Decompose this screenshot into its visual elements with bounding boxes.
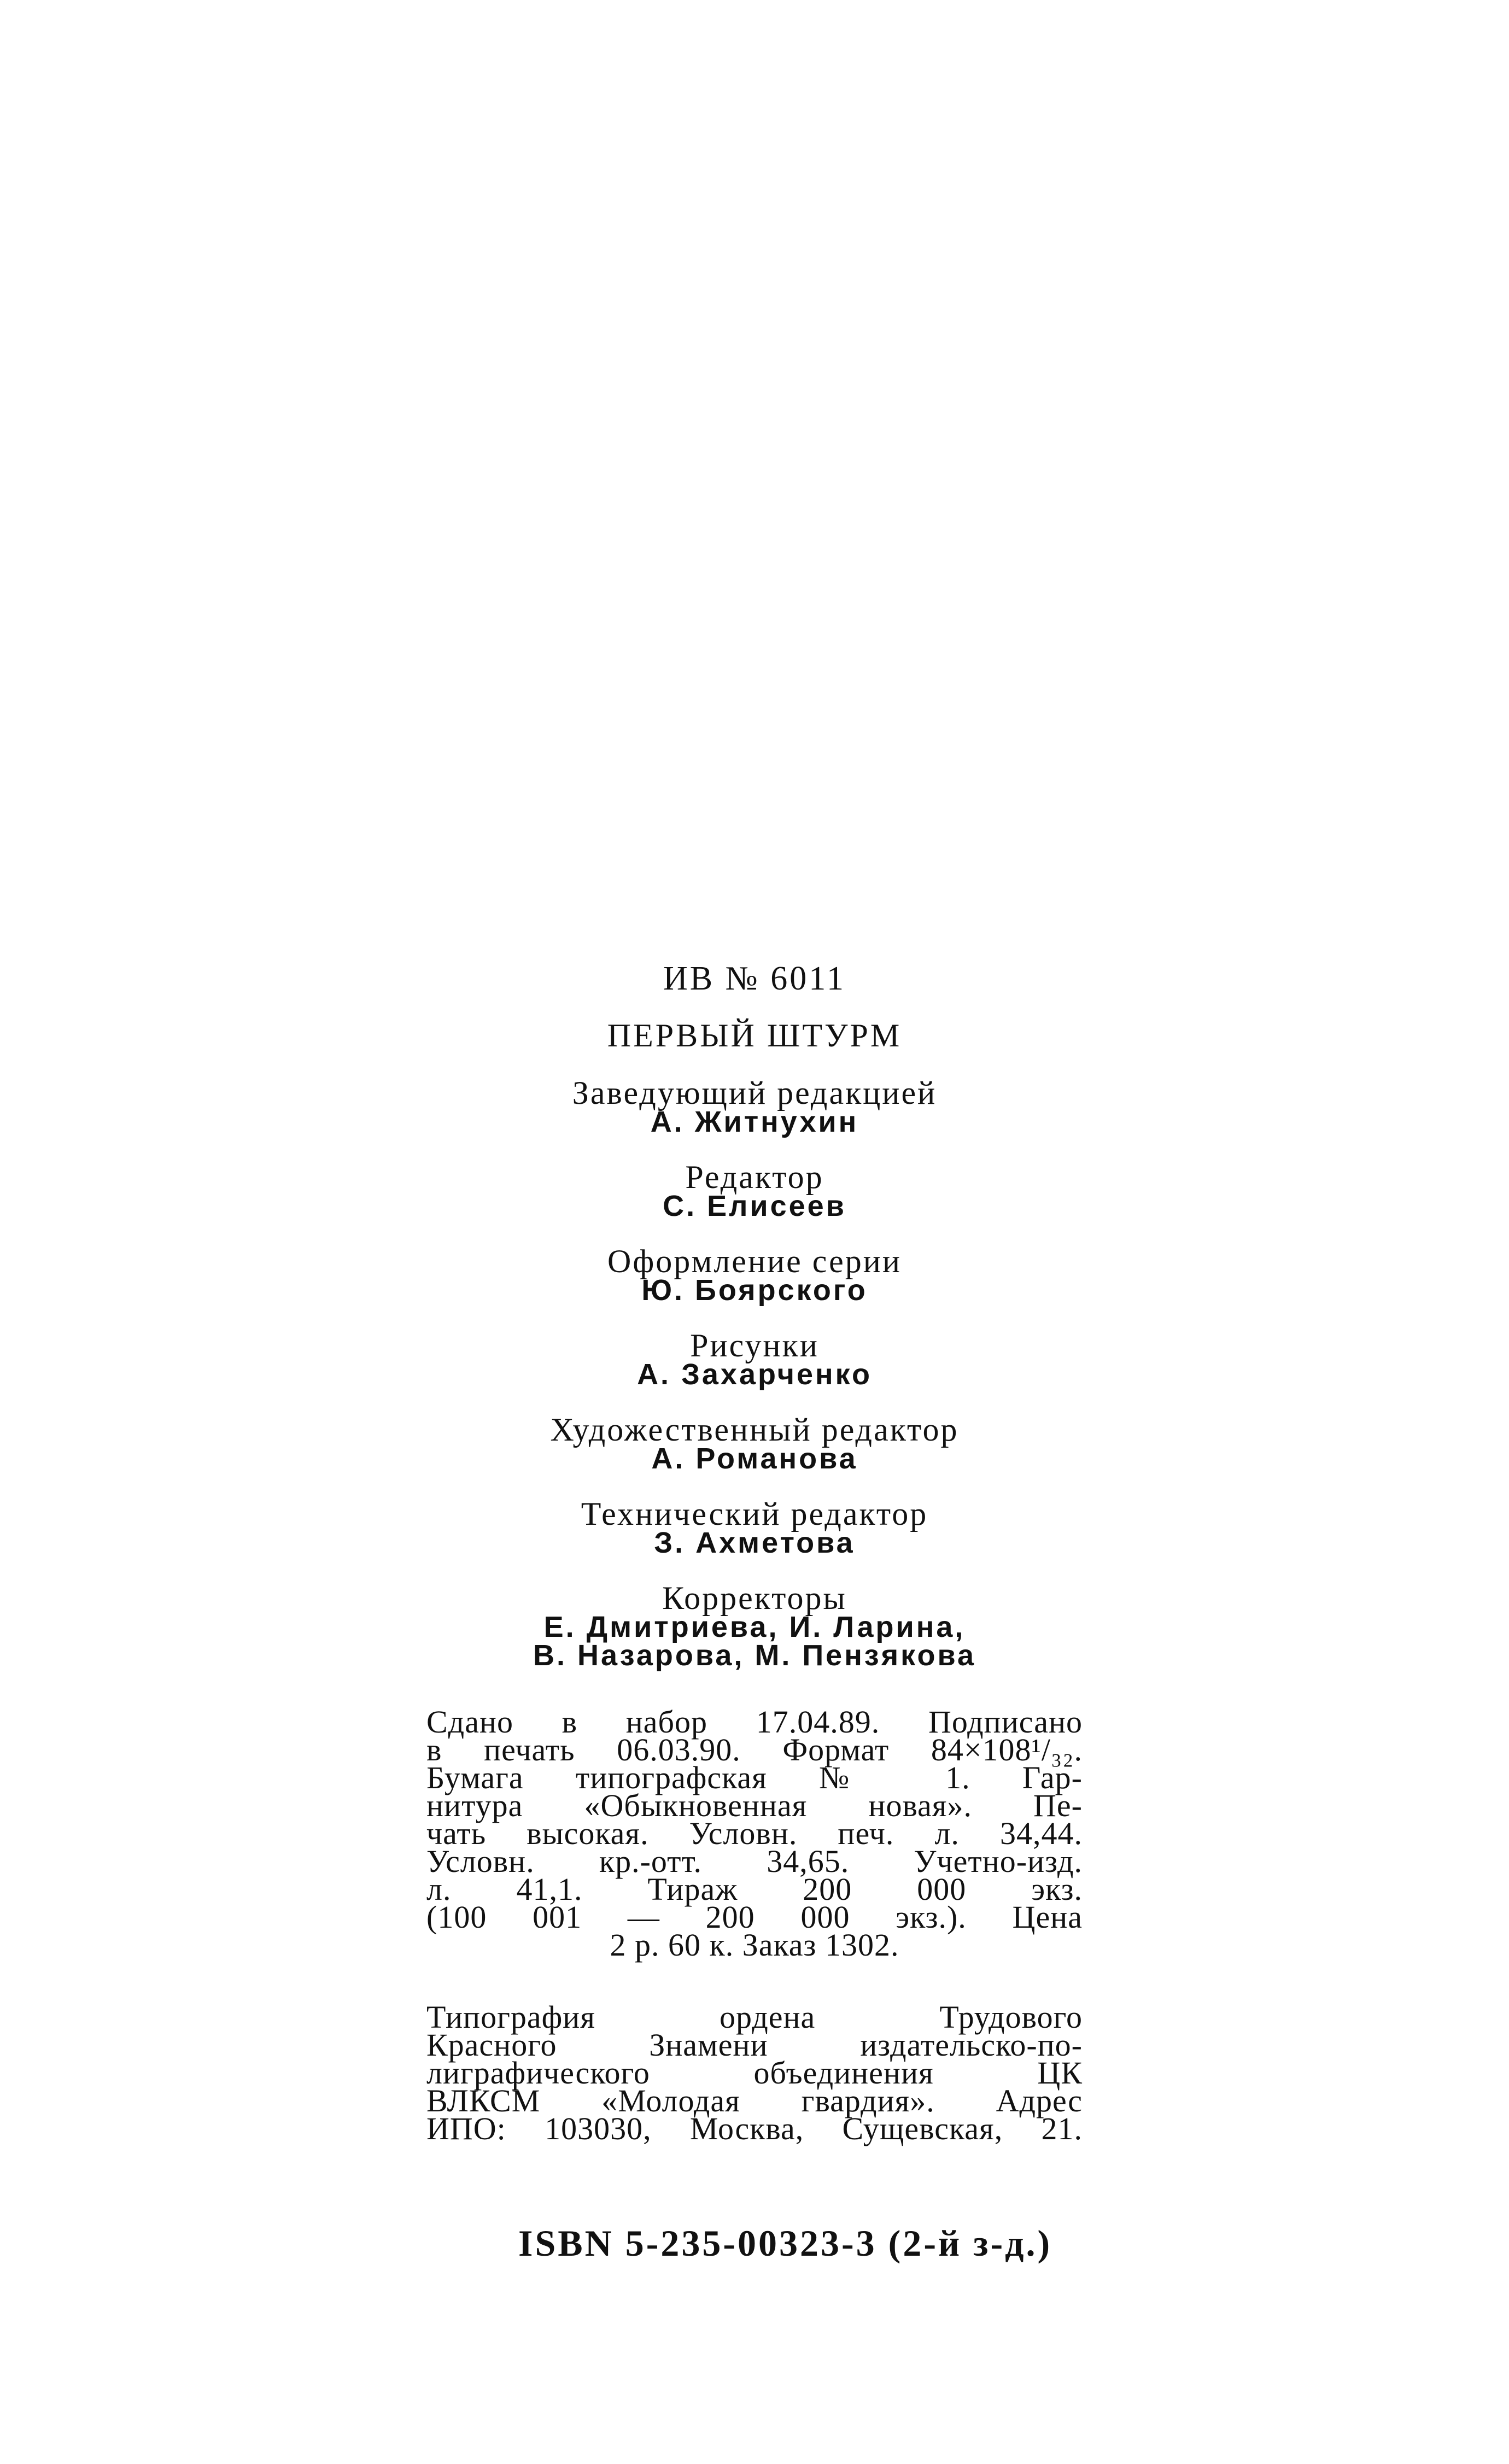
credit-role: Оформление серии <box>607 1243 902 1279</box>
publication-line: чать высокая. Условн. печ. л. 34,44. <box>426 1816 1083 1851</box>
credit-role: Заведующий редакцией <box>572 1075 937 1111</box>
credit-editor <box>426 1159 1083 1222</box>
ib-number: ИВ № 6011 <box>663 960 846 997</box>
publication-details <box>426 1704 1083 1963</box>
credit-role: Рисунки <box>690 1327 819 1363</box>
publication-line: Бумага типографская № 1. Гар- <box>426 1760 1083 1795</box>
printing-line: лиграфического объединения ЦК <box>426 2055 1083 2091</box>
credit-name: А. Захарченко <box>637 1358 872 1391</box>
credit-technical-editor <box>426 1496 1083 1559</box>
publication-line: (100 001 — 200 000 экз.). Цена <box>426 1899 1083 1935</box>
credit-proofreaders <box>426 1580 1083 1672</box>
credit-name: А. Житнухин <box>650 1105 859 1138</box>
credit-role: Корректоры <box>662 1580 847 1616</box>
printing-line: ИПО: 103030, Москва, Сущевская, 21. <box>426 2111 1083 2146</box>
publication-line: л. 41,1. Тираж 200 000 экз. <box>426 1871 1083 1907</box>
imprint-block <box>426 960 1083 2146</box>
book-title: ПЕРВЫЙ ШТУРМ <box>607 1017 902 1054</box>
credit-name: С. Елисеев <box>663 1190 846 1222</box>
publication-line: Сдано в набор 17.04.89. Подписано <box>426 1704 1083 1740</box>
credit-art-editor <box>426 1412 1083 1475</box>
credit-head-of-editorial <box>426 1075 1083 1138</box>
isbn: ISBN 5-235-00323-3 (2-й з-д.) <box>518 2222 1052 2264</box>
publication-line: нитура «Обыкновенная новая». Пе- <box>426 1788 1083 1823</box>
credit-name: А. Романова <box>651 1442 858 1475</box>
printing-line: Типография ордена Трудового <box>426 1999 1083 2035</box>
credit-name: З. Ахметова <box>654 1526 855 1559</box>
credit-role: Технический редактор <box>581 1496 928 1532</box>
publication-line: в печать 06.03.90. Формат 84×108¹/₃₂. <box>426 1732 1083 1767</box>
publication-line: 2 р. 60 к. Заказ 1302. <box>610 1927 899 1963</box>
credit-illustrations <box>426 1327 1083 1391</box>
credit-role: Художественный редактор <box>550 1412 959 1448</box>
credit-name: Ю. Боярского <box>641 1274 868 1307</box>
publication-line: Условн. кр.-отт. 34,65. Учетно-изд. <box>426 1843 1083 1879</box>
printing-line: ВЛКСМ «Молодая гвардия». Адрес <box>426 2083 1083 2118</box>
credit-series-design <box>426 1243 1083 1307</box>
credit-name: В. Назарова, М. Пензякова <box>533 1639 976 1672</box>
credit-role: Редактор <box>685 1159 824 1195</box>
credit-name: Е. Дмитриева, И. Ларина, <box>543 1611 966 1643</box>
printing-house <box>426 1999 1083 2146</box>
printing-line: Красного Знамени издательско-по- <box>426 2027 1083 2063</box>
